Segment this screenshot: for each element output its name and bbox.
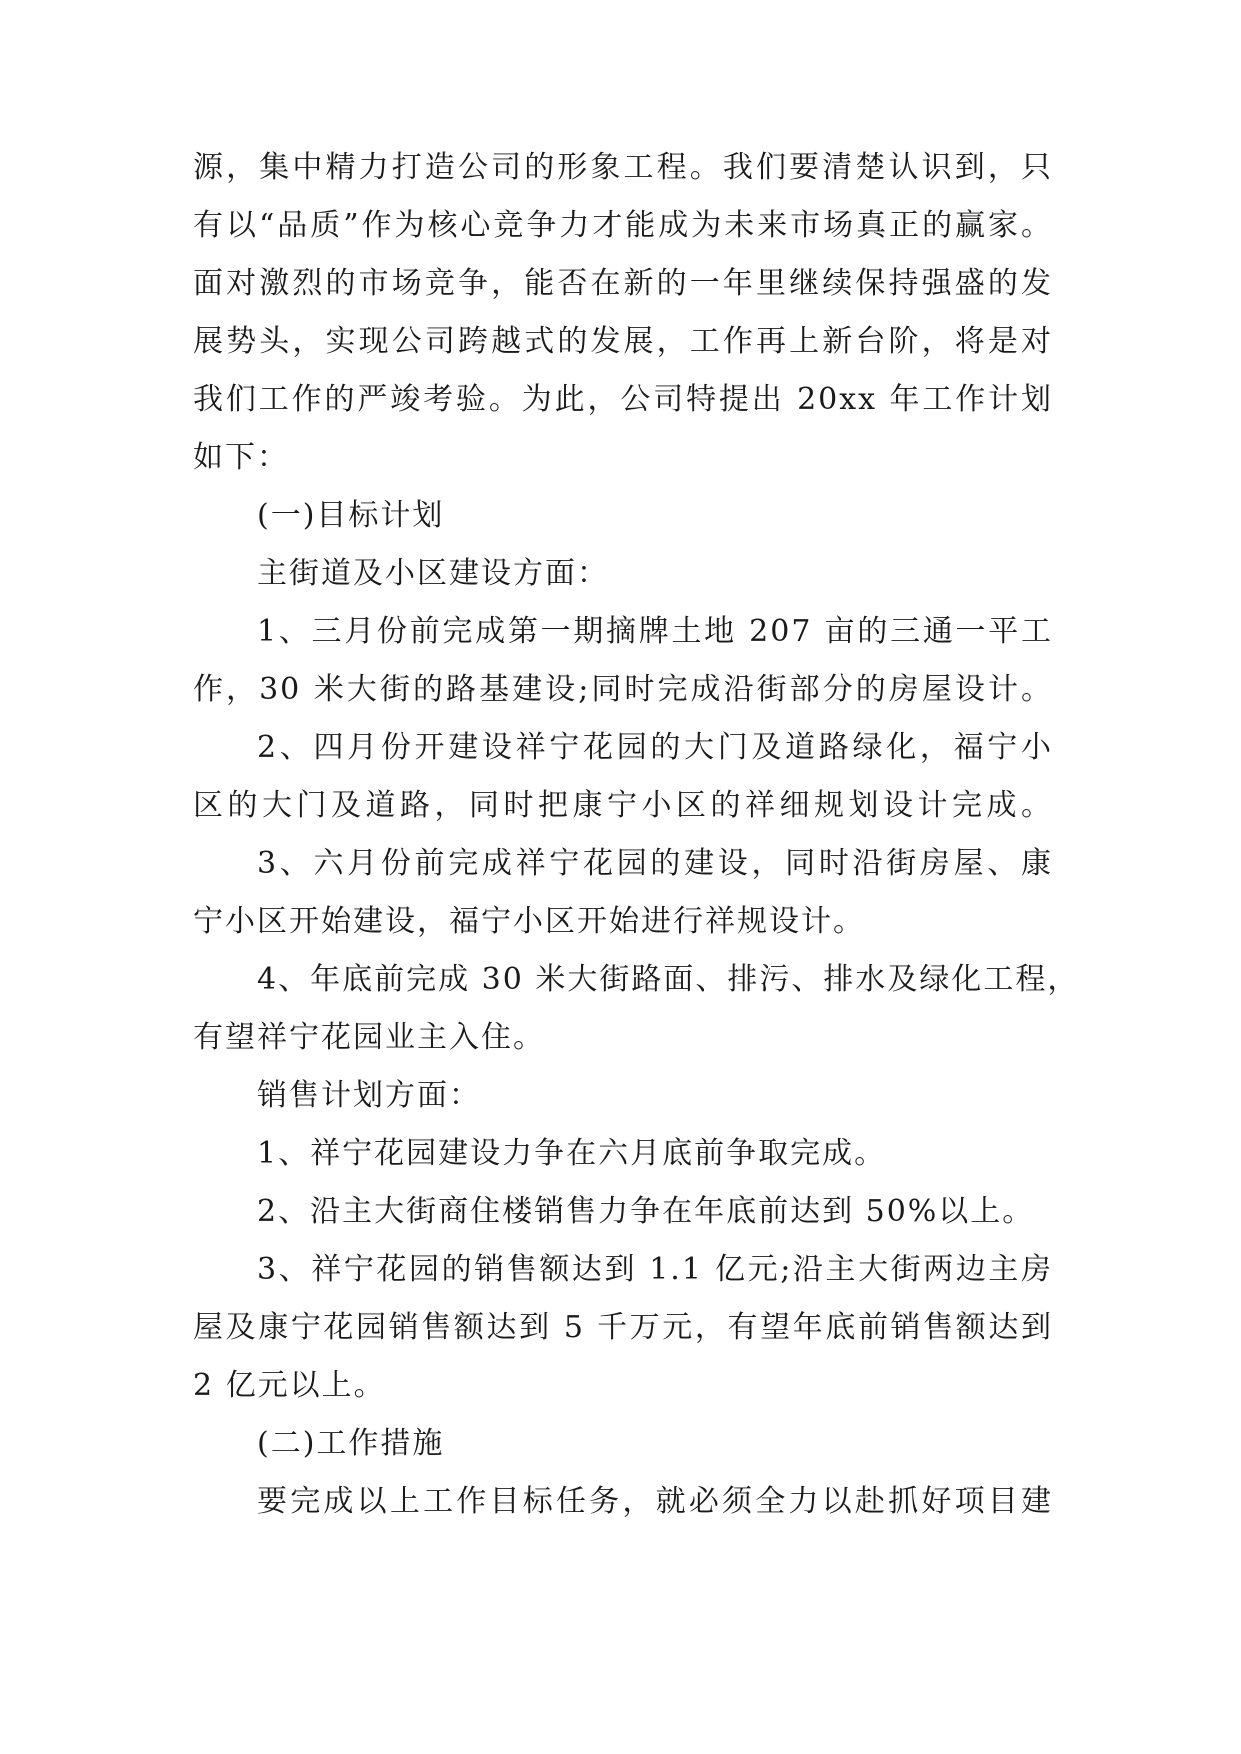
text-line: 3、祥宁花园的销售额达到 1.1 亿元;沿主大街两边主房 bbox=[257, 1252, 1053, 1287]
text-line: 2、沿主大街商住楼销售力争在年底前达到 50%以上。 bbox=[257, 1194, 1035, 1229]
text-line: 如下： bbox=[193, 440, 289, 475]
text-line: 4、年底前完成 30 米大街路面、排污、排水及绿化工程， bbox=[257, 962, 1080, 997]
subsection-heading: 销售计划方面： bbox=[257, 1078, 481, 1113]
text-line: 2 亿元以上。 bbox=[193, 1368, 386, 1403]
text-line: 3、六月份前完成祥宁花园的建设，同时沿街房屋、康 bbox=[257, 846, 1053, 881]
text-line: 屋及康宁花园销售额达到 5 千万元，有望年底前销售额达到 bbox=[193, 1310, 1053, 1345]
text-line: 区的大门及道路，同时把康宁小区的祥细规划设计完成。 bbox=[193, 788, 1053, 823]
text-line: 2、四月份开建设祥宁花园的大门及道路绿化，福宁小 bbox=[257, 730, 1053, 765]
text-line: 源，集中精力打造公司的形象工程。我们要清楚认识到，只 bbox=[193, 150, 1053, 185]
text-line: 宁小区开始建设，福宁小区开始进行祥规设计。 bbox=[193, 904, 865, 939]
text-line: 要完成以上工作目标任务，就必须全力以赴抓好项目建 bbox=[257, 1484, 1053, 1519]
text-line: 有望祥宁花园业主入住。 bbox=[193, 1020, 545, 1055]
text-line: 我们工作的严竣考验。为此，公司特提出 20xx 年工作计划 bbox=[193, 382, 1053, 417]
text-line: 1、三月份前完成第一期摘牌土地 207 亩的三通一平工 bbox=[257, 614, 1053, 649]
subsection-heading: 主街道及小区建设方面： bbox=[257, 556, 609, 591]
text-line: 有以“品质”作为核心竞争力才能成为未来市场真正的赢家。 bbox=[193, 208, 1053, 243]
text-line: 展势头，实现公司跨越式的发展，工作再上新台阶，将是对 bbox=[193, 324, 1053, 359]
text-line: 面对激烈的市场竞争，能否在新的一年里继续保持强盛的发 bbox=[193, 266, 1053, 301]
text-line: 作，30 米大街的路基建设;同时完成沿街部分的房屋设计。 bbox=[193, 672, 1053, 707]
text-line: 1、祥宁花园建设力争在六月底前争取完成。 bbox=[257, 1136, 887, 1171]
section-heading: (一)目标计划 bbox=[257, 498, 445, 533]
section-heading: (二)工作措施 bbox=[257, 1426, 445, 1461]
